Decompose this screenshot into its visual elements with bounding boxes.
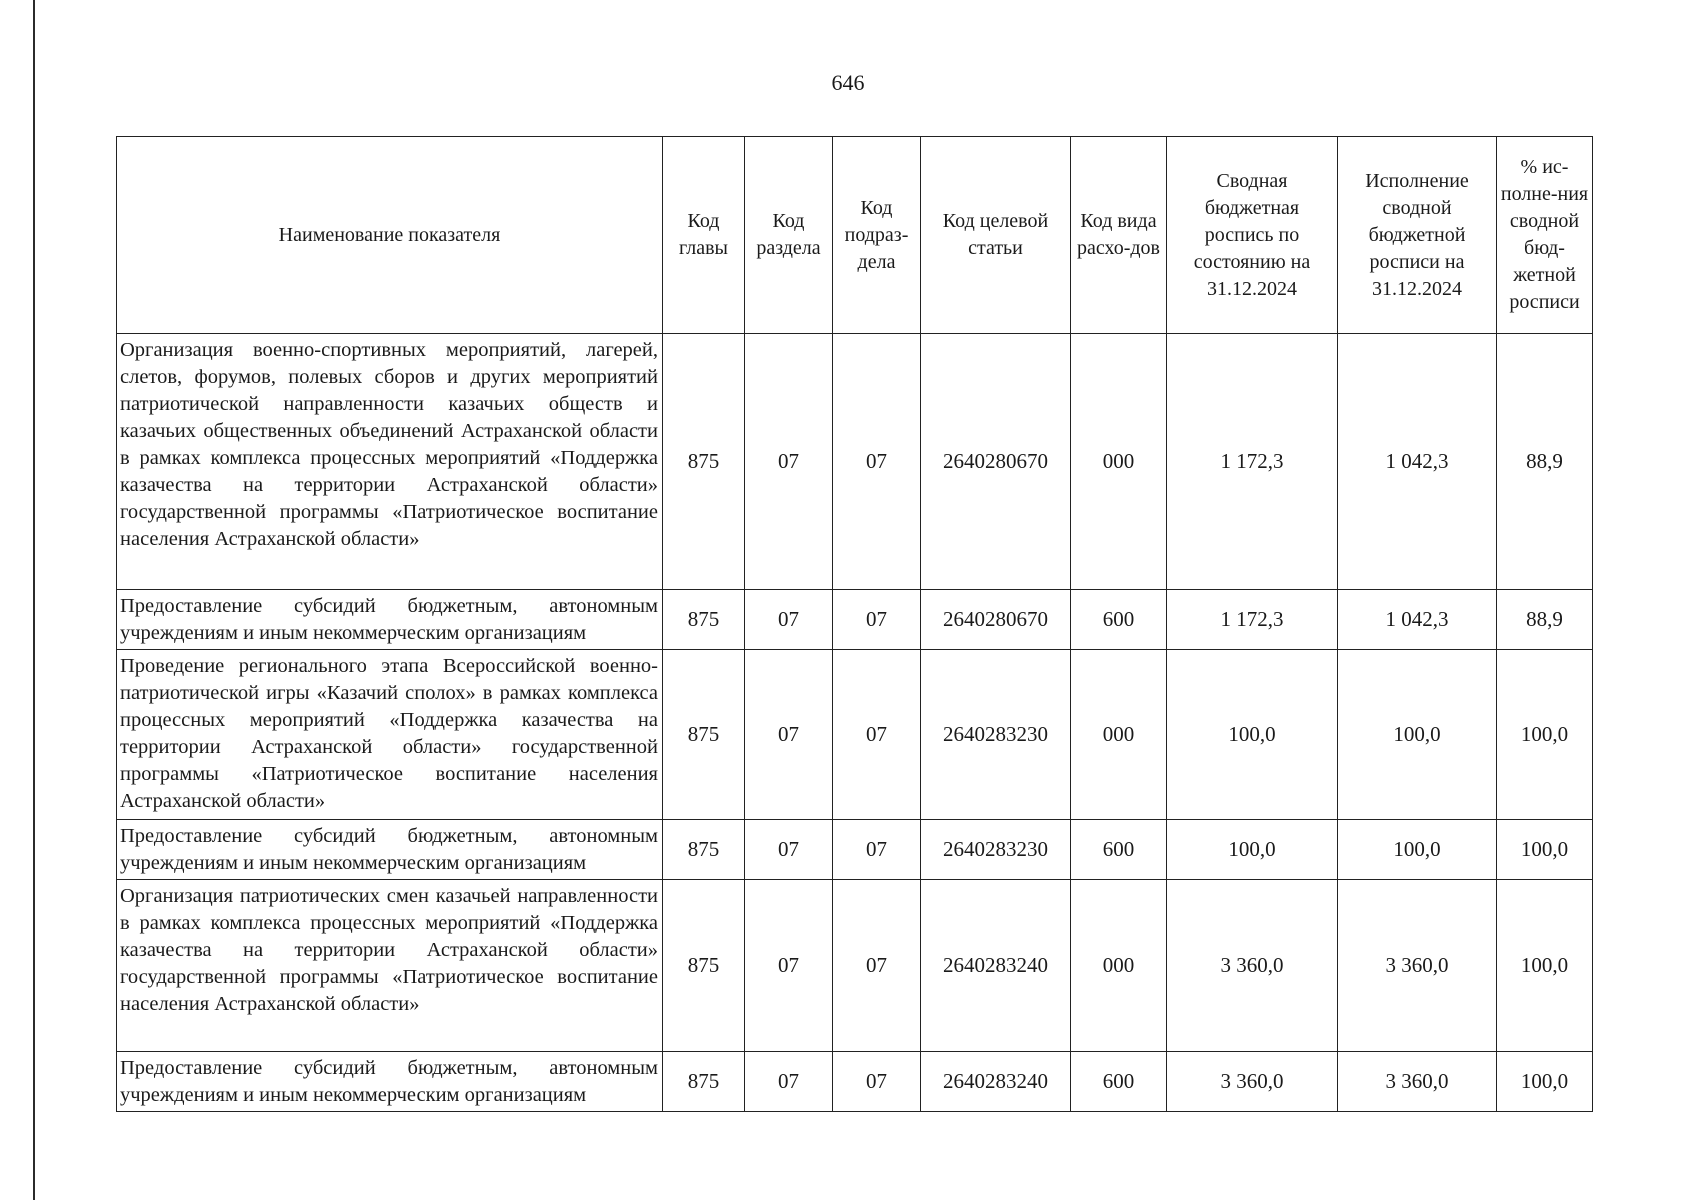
budget-table [116, 136, 1593, 1112]
cell-chapter: 875 [663, 650, 745, 820]
cell-target: 2640283240 [921, 880, 1071, 1052]
cell-chapter: 875 [663, 820, 745, 880]
cell-chapter: 875 [663, 334, 745, 590]
cell-target: 2640283230 [921, 820, 1071, 880]
table-row [117, 820, 1593, 880]
cell-chapter: 875 [663, 880, 745, 1052]
cell-executed: 3 360,0 [1338, 1052, 1497, 1112]
cell-expense-type: 600 [1071, 820, 1167, 880]
cell-executed: 100,0 [1338, 820, 1497, 880]
cell-section: 07 [745, 590, 833, 650]
cell-expense-type: 000 [1071, 650, 1167, 820]
margin-line [33, 0, 35, 1200]
cell-expense-type: 600 [1071, 590, 1167, 650]
table-row [117, 334, 1593, 590]
cell-chapter: 875 [663, 1052, 745, 1112]
header-planned: Сводная бюджетная роспись по состоянию на 31.12.2024 [1167, 137, 1338, 334]
cell-percent: 88,9 [1497, 334, 1593, 590]
cell-planned: 1 172,3 [1167, 334, 1338, 590]
cell-percent: 100,0 [1497, 650, 1593, 820]
cell-section: 07 [745, 880, 833, 1052]
cell-percent: 100,0 [1497, 880, 1593, 1052]
cell-section: 07 [745, 650, 833, 820]
cell-planned: 100,0 [1167, 650, 1338, 820]
cell-name: Организация военно-спортивных мероприятий, лагерей, слетов, форумов, полевых сборов и других мероприятий патриотической направленности казачьих обществ и казачьих общественных объединений Астраханской области в рамках комплекса процессных мероприятий «Поддержка казачества на территории Астраханской области» государственной программы «Патриотическое воспитание населения Астраханской области» [117, 334, 663, 590]
cell-subsection: 07 [833, 820, 921, 880]
cell-name: Предоставление субсидий бюджетным, автономным учреждениям и иным некоммерческим организациям [117, 590, 663, 650]
cell-subsection: 07 [833, 590, 921, 650]
cell-section: 07 [745, 334, 833, 590]
cell-executed: 100,0 [1338, 650, 1497, 820]
header-expense-type-code: Код вида расхо-дов [1071, 137, 1167, 334]
cell-name: Организация патриотических смен казачьей направленности в рамках комплекса процессных мероприятий «Поддержка казачества на территории Астраханской области» государственной программы «Патриотическое воспитание населения Астраханской области» [117, 880, 663, 1052]
cell-percent: 100,0 [1497, 820, 1593, 880]
table-row [117, 1052, 1593, 1112]
cell-section: 07 [745, 1052, 833, 1112]
header-executed: Исполнение сводной бюджетной росписи на 31.12.2024 [1338, 137, 1497, 334]
cell-planned: 1 172,3 [1167, 590, 1338, 650]
cell-name: Предоставление субсидий бюджетным, автономным учреждениям и иным некоммерческим организациям [117, 820, 663, 880]
cell-name: Предоставление субсидий бюджетным, автономным учреждениям и иным некоммерческим организациям [117, 1052, 663, 1112]
header-target-code: Код целевой статьи [921, 137, 1071, 334]
table-header-row [117, 137, 1593, 334]
cell-section: 07 [745, 820, 833, 880]
cell-subsection: 07 [833, 880, 921, 1052]
cell-planned: 100,0 [1167, 820, 1338, 880]
cell-subsection: 07 [833, 334, 921, 590]
cell-executed: 1 042,3 [1338, 334, 1497, 590]
cell-planned: 3 360,0 [1167, 880, 1338, 1052]
table-row [117, 650, 1593, 820]
header-percent: % ис-полне-ния сводной бюд-жетной росписи [1497, 137, 1593, 334]
header-name: Наименование показателя [117, 137, 663, 334]
cell-subsection: 07 [833, 1052, 921, 1112]
cell-planned: 3 360,0 [1167, 1052, 1338, 1112]
header-chapter-code: Код главы [663, 137, 745, 334]
cell-subsection: 07 [833, 650, 921, 820]
cell-executed: 1 042,3 [1338, 590, 1497, 650]
table-row [117, 590, 1593, 650]
table-row [117, 880, 1593, 1052]
cell-percent: 100,0 [1497, 1052, 1593, 1112]
cell-target: 2640283230 [921, 650, 1071, 820]
cell-target: 2640283240 [921, 1052, 1071, 1112]
cell-expense-type: 600 [1071, 1052, 1167, 1112]
cell-target: 2640280670 [921, 590, 1071, 650]
cell-expense-type: 000 [1071, 334, 1167, 590]
cell-percent: 88,9 [1497, 590, 1593, 650]
cell-name: Проведение регионального этапа Всероссийской военно-патриотической игры «Казачий сполох» в рамках комплекса процессных мероприятий «Поддержка казачества на территории Астраханской области» государственной программы «Патриотическое воспитание населения Астраханской области» [117, 650, 663, 820]
cell-expense-type: 000 [1071, 880, 1167, 1052]
header-subsection-code: Код подраз-дела [833, 137, 921, 334]
cell-executed: 3 360,0 [1338, 880, 1497, 1052]
cell-target: 2640280670 [921, 334, 1071, 590]
header-section-code: Код раздела [745, 137, 833, 334]
cell-chapter: 875 [663, 590, 745, 650]
page-number: 646 [831, 70, 865, 95]
